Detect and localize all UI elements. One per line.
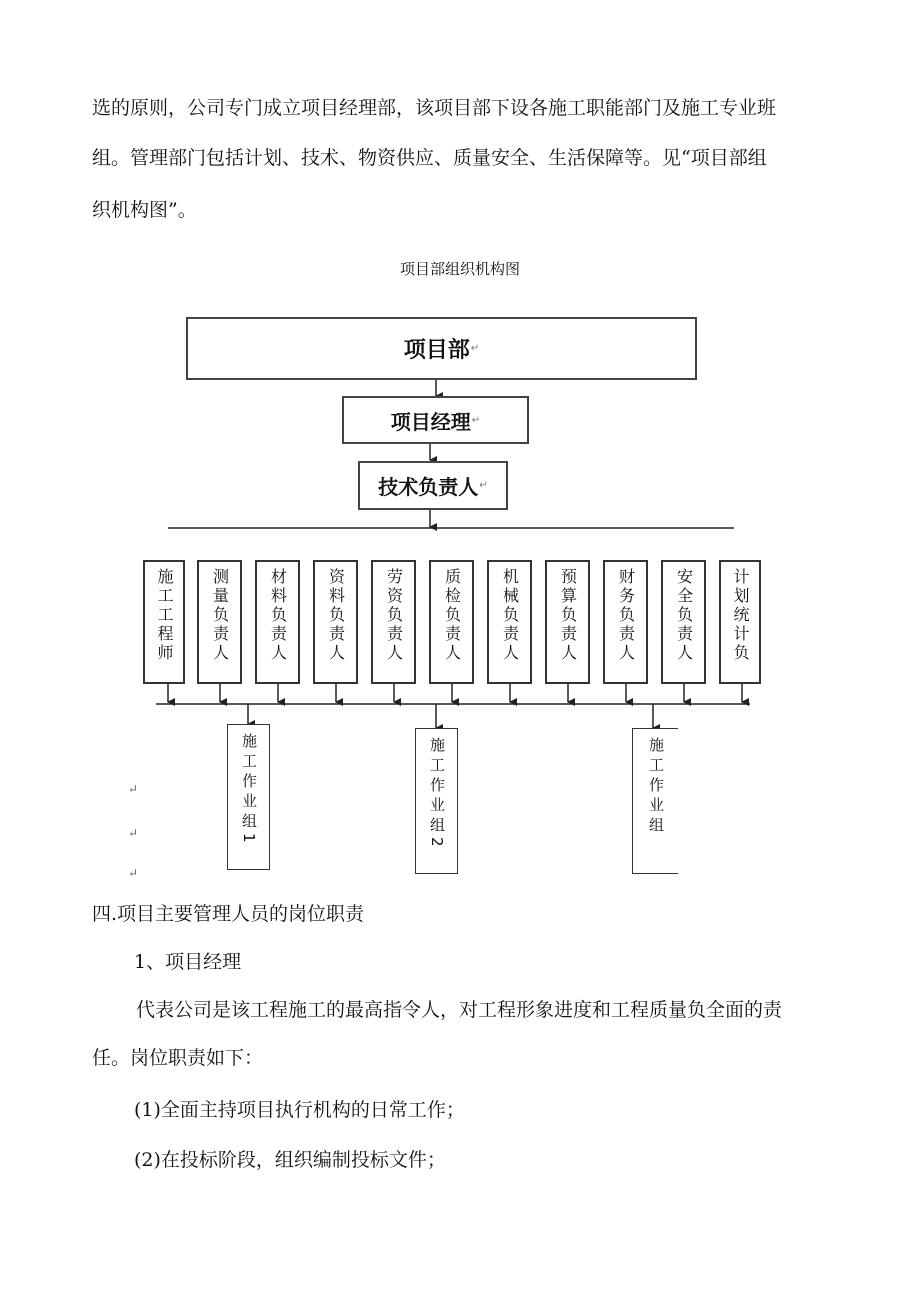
para-mark: ↵ bbox=[470, 343, 480, 354]
box-technical-lead bbox=[358, 461, 508, 510]
work-group-label: 施工作业组 bbox=[240, 733, 258, 833]
para-mark: ↵ bbox=[128, 866, 139, 880]
dept-label: 测量负责人 bbox=[210, 568, 230, 663]
work-group-number: 2 bbox=[428, 837, 446, 852]
subsection-heading: 1、项目经理 bbox=[134, 951, 242, 973]
dept-box bbox=[143, 560, 185, 684]
dept-box bbox=[661, 560, 706, 684]
dept-label: 劳资负责人 bbox=[384, 568, 404, 663]
para-mark: ↵ bbox=[128, 782, 139, 796]
para1-line-2: 任。岗位职责如下： bbox=[92, 1047, 264, 1069]
duty-item-1: (1)全面主持项目执行机构的日常工作； bbox=[134, 1099, 465, 1121]
dept-label: 财务负责人 bbox=[616, 568, 636, 663]
section-heading: 四.项目主要管理人员的岗位职责 bbox=[92, 903, 365, 925]
work-group-1 bbox=[227, 724, 270, 870]
box-project-department bbox=[186, 317, 697, 380]
dept-box bbox=[255, 560, 300, 684]
dept-box bbox=[429, 560, 474, 684]
para1-line-1: 代表公司是该工程施工的最高指令人，对工程形象进度和工程质量负全面的责 bbox=[136, 999, 783, 1021]
dept-label: 机械负责人 bbox=[500, 568, 520, 663]
work-group-label: 施工作业组 bbox=[428, 737, 446, 837]
box-project-manager bbox=[342, 396, 529, 444]
chart-title: 项目部组织机构图 bbox=[399, 260, 520, 278]
work-group-number: 1 bbox=[240, 833, 258, 848]
intro-line-3: 织机构图”。 bbox=[92, 199, 197, 221]
work-group-3 bbox=[632, 728, 678, 874]
dept-box bbox=[313, 560, 358, 684]
box-project-department-label: 项目部 bbox=[403, 338, 470, 363]
para-mark: ↵ bbox=[128, 826, 139, 840]
dept-box bbox=[719, 560, 761, 684]
dept-label: 计划统计负 bbox=[731, 568, 750, 663]
dept-box bbox=[603, 560, 648, 684]
box-technical-lead-label: 技术负责人 bbox=[378, 475, 479, 499]
box-project-manager-label: 项目经理 bbox=[390, 409, 471, 434]
dept-label: 资料负责人 bbox=[326, 568, 346, 663]
intro-line-2: 组。管理部门包括计划、技术、物资供应、质量安全、生活保障等。见“项目部组 bbox=[92, 147, 767, 169]
para-mark: ↵ bbox=[479, 480, 488, 491]
dept-box bbox=[487, 560, 532, 684]
work-group-2 bbox=[415, 728, 458, 874]
dept-label: 施工工程师 bbox=[155, 568, 174, 663]
dept-label: 预算负责人 bbox=[558, 568, 578, 663]
para-mark: ↵ bbox=[471, 414, 481, 426]
dept-box bbox=[371, 560, 416, 684]
dept-box bbox=[197, 560, 242, 684]
duty-item-2: (2)在投标阶段，组织编制投标文件； bbox=[134, 1149, 446, 1171]
dept-label: 材料负责人 bbox=[268, 568, 288, 663]
department-down-arrows bbox=[168, 684, 742, 702]
work-group-label: 施工作业组 bbox=[647, 737, 665, 837]
dept-label: 安全负责人 bbox=[674, 568, 694, 663]
intro-line-1: 选的原则，公司专门成立项目经理部，该项目部下设各施工职能部门及施工专业班 bbox=[92, 97, 777, 119]
dept-label: 质检负责人 bbox=[442, 568, 462, 663]
dept-box bbox=[545, 560, 590, 684]
